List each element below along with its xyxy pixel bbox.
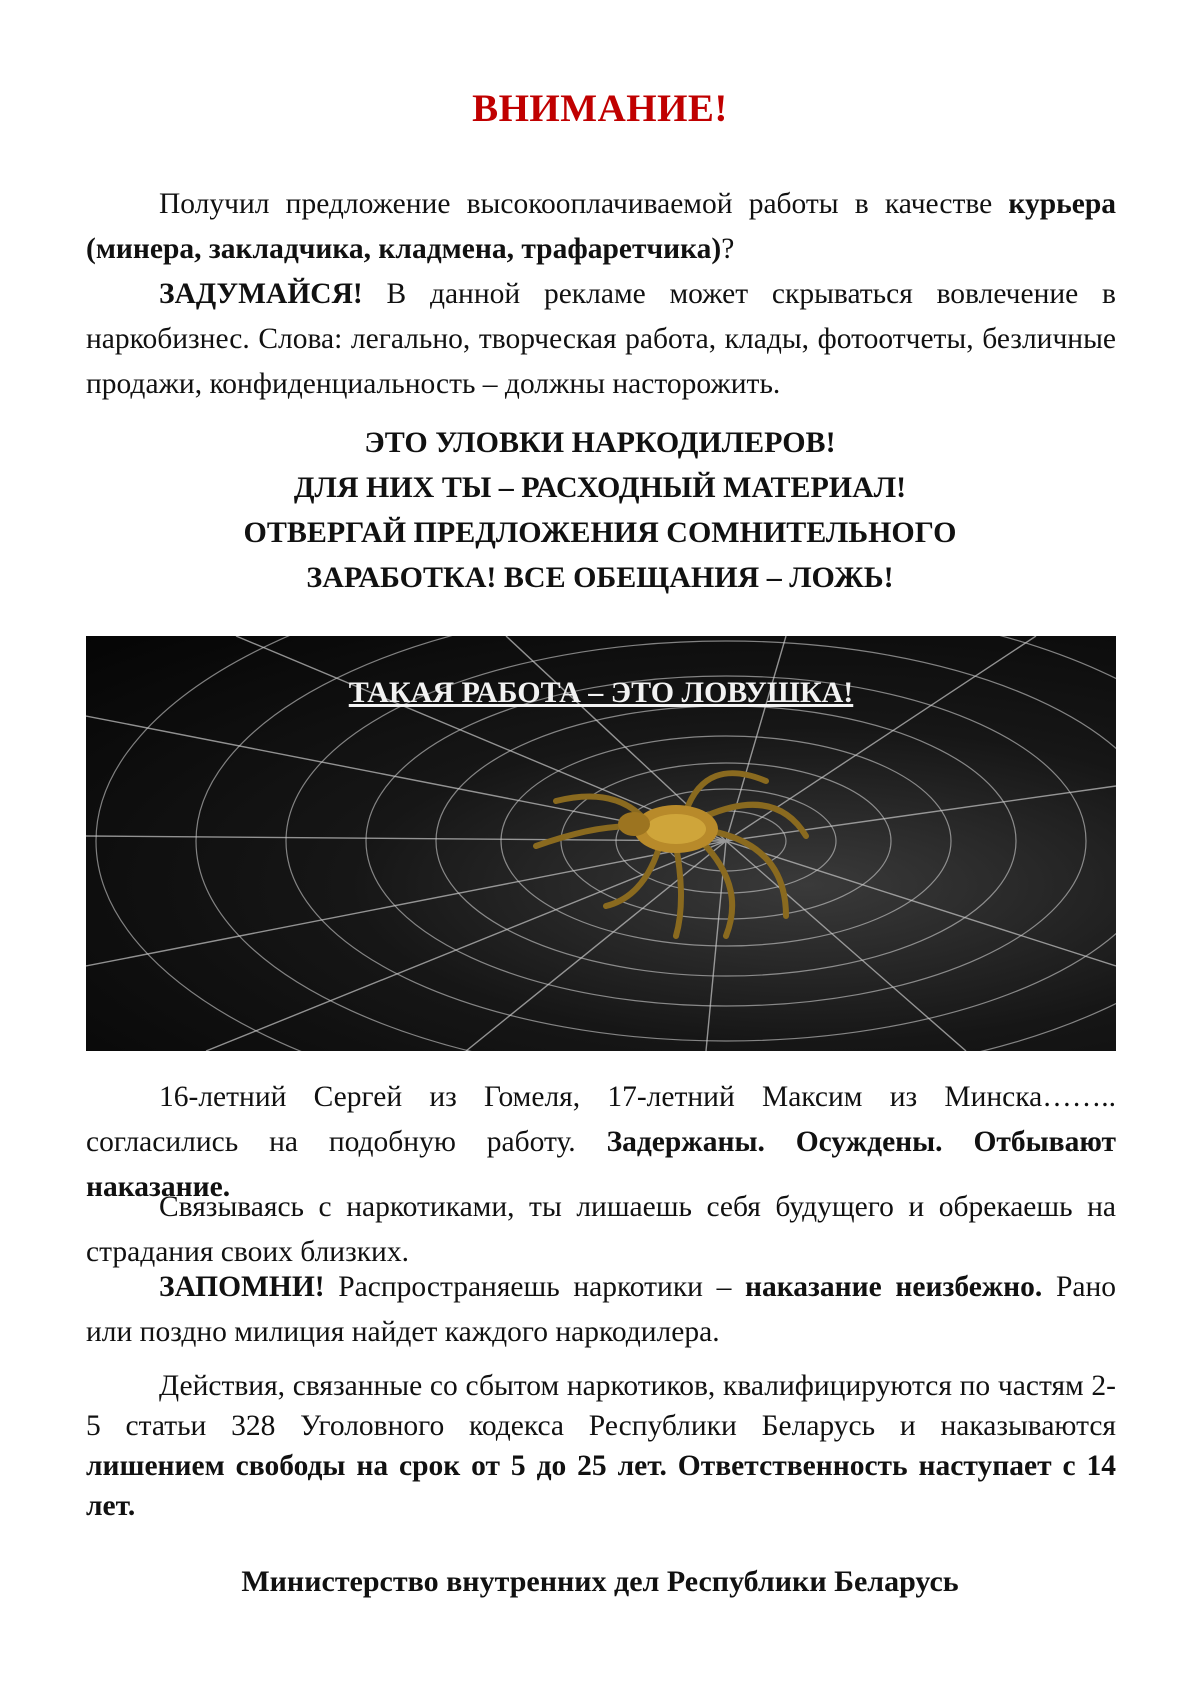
remember-heading: ЗАПОМНИ! <box>159 1271 325 1303</box>
warning-block <box>0 420 1200 600</box>
law-penalty: лишением свободы на срок от 5 до 25 лет. Ответственность наступает с 14 лет. <box>86 1450 1116 1522</box>
page-title: ВНИМАНИЕ! <box>472 87 728 130</box>
warning-line: ЗАРАБОТКА! ВСЕ ОБЕЩАНИЯ – ЛОЖЬ! <box>306 561 894 594</box>
footer-signature: Министерство внутренних дел Республики Беларусь <box>241 1565 959 1598</box>
remember-punishment: наказание неизбежно. <box>745 1271 1043 1303</box>
offer-text: Получил предложение высокооплачиваемой работы в качестве <box>159 188 1009 220</box>
warning-line: ЭТО УЛОВКИ НАРКОДИЛЕРОВ! <box>364 426 836 459</box>
offer-end: ? <box>721 233 735 265</box>
cases-text: 16-летний Сергей из Гомеля, 17-летний Максим из Минска…….. согласились на подобную работу. <box>86 1081 1116 1158</box>
think-heading: ЗАДУМАЙСЯ! <box>159 278 363 310</box>
warning-line: ДЛЯ НИХ ТЫ – РАСХОДНЫЙ МАТЕРИАЛ! <box>293 471 907 504</box>
warning-line: ОТВЕРГАЙ ПРЕДЛОЖЕНИЯ СОМНИТЕЛЬНОГО <box>243 516 957 549</box>
future-text: Связываясь с наркотиками, ты лишаешь себя будущего и обрекаешь на страдания своих близких. <box>86 1191 1116 1268</box>
spider-icon <box>536 773 806 936</box>
remember-text-end: Рано или поздно милиция найдет каждого наркодилера. <box>86 1271 1116 1348</box>
image-caption: ТАКАЯ РАБОТА – ЭТО ЛОВУШКА! <box>348 676 854 709</box>
paragraph-offer <box>86 182 1116 272</box>
cases-outcome: Задержаны. Осуждены. Отбывают наказание. <box>86 1126 1116 1203</box>
paragraph-law <box>86 1366 1116 1526</box>
paragraph-think <box>86 272 1116 407</box>
spider-web-image <box>86 636 1116 1051</box>
remember-text: Распространяешь наркотики – <box>324 1271 745 1303</box>
law-text: Действия, связанные со сбытом наркотиков, квалифицируются по частям 2-5 статьи 328 Уголовного кодекса Республики Беларусь и наказываются <box>86 1370 1116 1442</box>
offer-roles: курьера (минера, закладчика, кладмена, трафаретчика) <box>86 188 1116 265</box>
paragraph-future <box>86 1185 1116 1275</box>
paragraph-remember <box>86 1265 1116 1355</box>
think-text: В данной рекламе может скрываться вовлечение в наркобизнес. Слова: легально, творческая работа, клады, фотоотчеты, безличные продажи, конфиденциальность – должны насторожить. <box>86 278 1116 400</box>
